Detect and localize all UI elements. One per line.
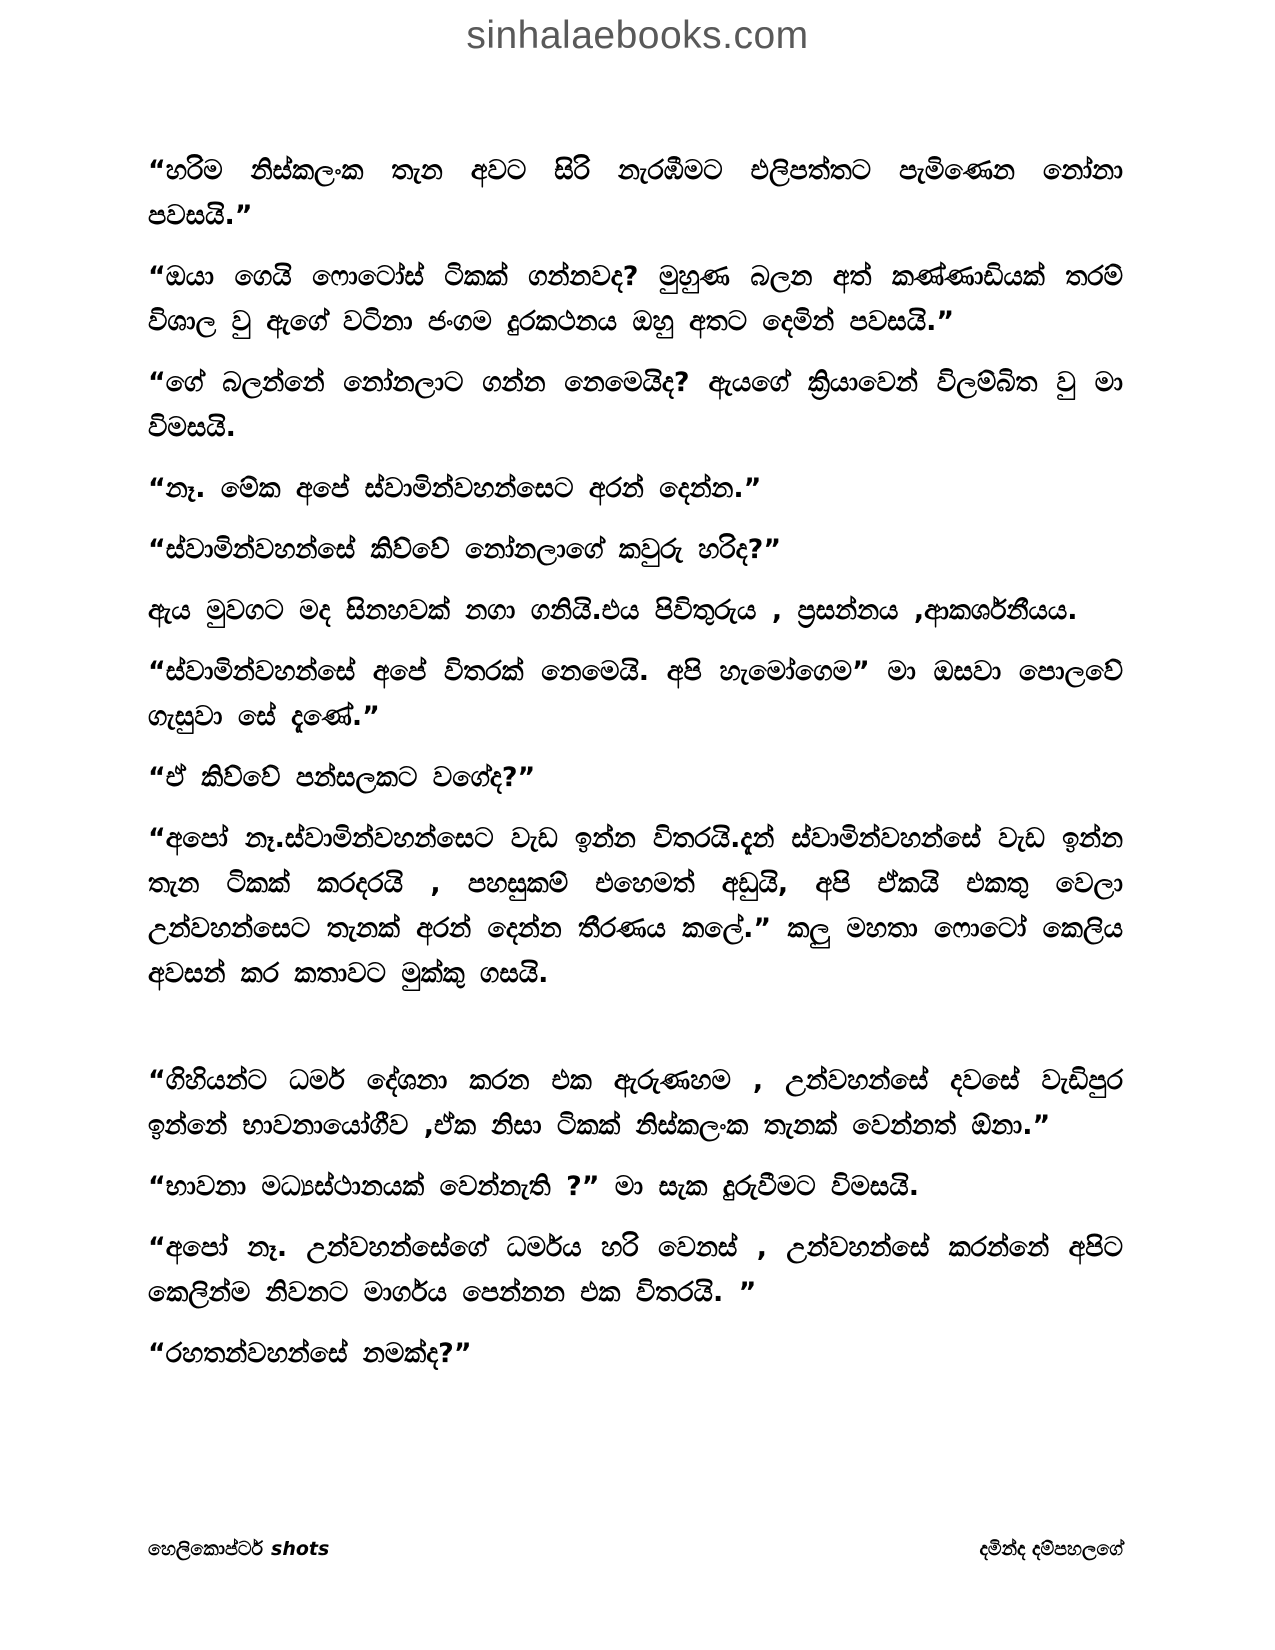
paragraph: “අපෝ නෑ.ස්වාමින්වහන්සෙට වැඩ ඉන්න විතරයි.දැන් ස්වාමින්වහන්සේ වැඩ ඉන්න තැන ටිකක් කරදරයි , පහසුකම් එහෙමත් අඩුයි, අපි ඒකයි එකතු වෙලා උන්වහන්සෙට තැනක් අරන් දෙන්න තීරණය කලේ.” කලු මහතා ෆොටෝ කෙලිය අවසන් කර කතාවට මුක්කු ගසයි.	[148, 823, 1123, 989]
book-title	[148, 1538, 329, 1560]
story-body	[148, 148, 1123, 1392]
paragraph: “නෑ. මේක අපේ ස්වාමින්වහන්සෙට අරන් දෙන්න.”	[148, 473, 762, 504]
author-name: දමින්ද දම්පහලගේ	[979, 1538, 1123, 1560]
site-header: sinhalaebooks.com	[466, 14, 809, 57]
paragraph: “ගිහියන්ට ධර්ම දේශනා කරන එක ඇරුණහම , උන්වහන්සේ දවසේ වැඩිපුර ඉන්නේ භාවනායෝගීව ,ඒක නිසා ටිකක් නිස්කලංක තැනක් වෙන්නත් ඕනා.”	[148, 1065, 1123, 1141]
page-footer	[148, 1538, 1123, 1568]
paragraph: “හරිම නිස්කලංක තැන අවට සිරි නැරඹීමට එලිපත්තට පැමිණෙන නෝනා පවසයි.”	[148, 155, 1123, 231]
paragraph: “ස්වාමින්වහන්සේ අපේ විතරක් නෙමෙයි. අපි හැමෝගෙම” මා ඔසවා පොලවේ ගැසුවා සේ දැණේ.”	[148, 656, 1123, 732]
paragraph: “අපෝ නෑ. උන්වහන්සේගේ ධර්මය හරි වෙනස් , උන්වහන්සේ කරන්නේ අපිට කෙලින්ම නිවනට මාර්ගය පෙන්නන එක විතරයි. ”	[148, 1232, 1123, 1308]
book-title-sinhala: හෙලිකොප්ටර්	[148, 1538, 264, 1560]
book-title-english: shots	[271, 1538, 330, 1560]
paragraph: “ඒ කිව්වේ පන්සලකට වගේද?”	[148, 762, 536, 793]
paragraph: “ස්වාමින්වහන්සේ කිව්වේ නෝනලාගේ කවුරු හරිද?”	[148, 534, 782, 565]
paragraph: “ගේ බලන්නේ නෝනලාට ගන්න නෙමෙයිද? ඇයගේ ක්‍රියාවෙන් විලම්බිත වු මා විමසයි.	[148, 367, 1123, 443]
paragraph: “රහතන්වහන්සේ නමක්ද?”	[148, 1338, 472, 1369]
paragraph: ඇය මුවගට මද සිනහවක් නගා ගනියි.එය පිවිතුරුය , ප්‍රසන්නය ,ආකර්ශනීයය.	[148, 595, 1078, 626]
paragraph: “ඔයා ගෙයි ෆොටෝස් ටිකක් ගන්නවද? මුහුණ බලන අත් කණ්ණාඩියක් තරම් විශාල වු ඇගේ වටිනා ජංගම දුරකථනය ඔහු අතට දෙමින් පවසයි.”	[148, 261, 1123, 337]
paragraph: “භාවනා මධ්‍යස්ථානයක් වෙන්නැති ?” මා සැක දුරුවීමට විමසයි.	[148, 1171, 919, 1202]
